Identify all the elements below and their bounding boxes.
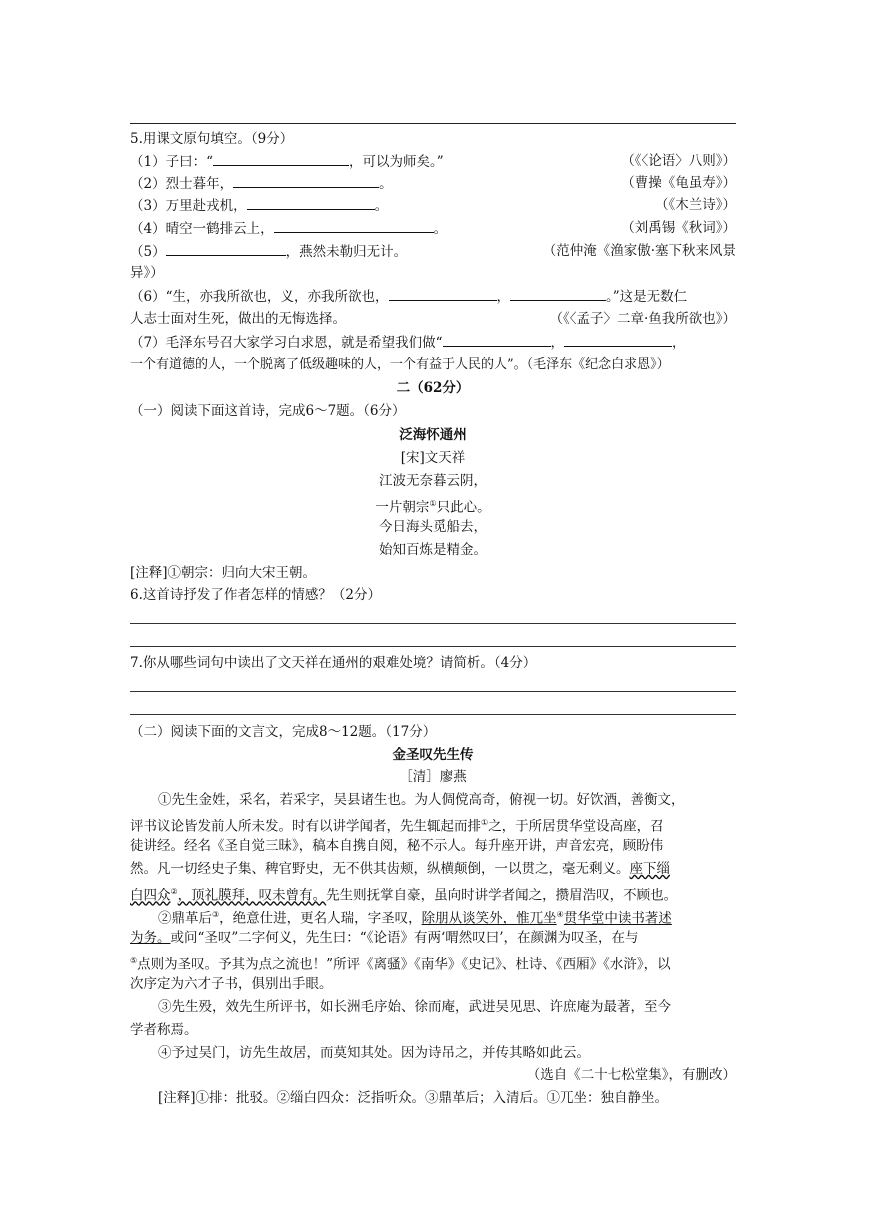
poem-author: [宋]文天祥 xyxy=(400,450,466,466)
q5-src-3: （《木兰诗》） xyxy=(655,197,736,213)
poem-note: [注释]①朝宗：归向大宋王朝。 xyxy=(130,565,317,581)
p3-line-2: 学者称焉。 xyxy=(130,1022,198,1038)
blank-7a[interactable] xyxy=(443,331,551,347)
poem-line-1: 江波无奈暮云阴， xyxy=(379,473,487,489)
poem-line-2: 一片朝宗①只此心。 xyxy=(375,499,491,516)
blank-3[interactable] xyxy=(247,194,375,210)
p1-underlined-a: 座下缁 xyxy=(629,861,670,877)
blank-1[interactable] xyxy=(213,150,349,166)
q7-answer-line-1[interactable] xyxy=(130,691,736,692)
poem-line-4: 始知百炼是精金。 xyxy=(379,542,487,558)
q5-item-6-cont: 人志士面对生死，做出的无悔选择。 （《〈孟子〉二章·鱼我所欲也》） xyxy=(130,308,736,330)
prose-author: ［清］廖燕 xyxy=(399,769,467,785)
q5-item-1: （1）子曰：“ ，可以为师矣。” （《〈论语〉八则》） xyxy=(130,150,736,172)
q5-item-5: （5） ，燕然未勒归无计。 （范仲淹《渔家傲·塞下秋来风景 xyxy=(130,240,736,262)
q5-item-5-cont: 异》） xyxy=(130,265,164,281)
q5-item-4: （4）晴空一鹤排云上， 。 （刘禹锡《秋词》） xyxy=(130,217,736,239)
blank-4[interactable] xyxy=(274,217,434,233)
q5-src-6: （《〈孟子〉二章·鱼我所欲也》） xyxy=(549,311,736,327)
q7-title: 7.你从哪些词句中读出了文天祥在通州的艰难处境？请简析。（4分） xyxy=(130,655,537,671)
q5-title: 5.用课文原句填空。（9分） xyxy=(130,131,294,147)
blank-6b[interactable] xyxy=(510,285,606,301)
p1-line-2: 评书议论皆发前人所未发。时有以讲学闻者，先生辄起而排①之，于所居贯华堂设高座，召 xyxy=(130,818,664,835)
top-rule xyxy=(130,123,736,124)
q5-src-5: （范仲淹《渔家傲·塞下秋来风景 xyxy=(542,243,736,259)
p2-line-1: ②鼎革后③，绝意仕进，更名人瑞，字圣叹，除朋从谈笑外，惟兀坐④贯华堂中读书著述 xyxy=(158,910,672,927)
poem-title: 泛海怀通州 xyxy=(399,427,467,443)
p4-line-1: ④予过吴门，访先生故居，而莫知其处。因为诗吊之，并传其略如此云。 xyxy=(158,1045,590,1061)
q6-answer-line-2[interactable] xyxy=(130,646,736,647)
prose-intro: （二）阅读下面的文言文，完成8～12题。（17分） xyxy=(130,724,437,740)
poem-intro: （一）阅读下面这首诗，完成6～7题。（6分） xyxy=(130,403,406,419)
p3-line-1: ③先生殁，效先生所评书，如长洲毛序始、徐而庵，武进吴见思、许庶庵为最著，至今 xyxy=(158,999,671,1015)
prose-note: [注释]①排：批驳。②缁白四众：泛指听众。③鼎革后；入清后。①兀坐：独自静坐。 xyxy=(158,1090,669,1106)
prose-source: （选自《二十七松堂集》，有删改） xyxy=(526,1067,736,1083)
poem-line-3: 今日海头觅船去， xyxy=(379,519,487,535)
prose-title: 金圣叹先生传 xyxy=(392,747,474,763)
p1-line-5: 白四众②，顶礼膜拜，叹未曾有。先生则抚掌自豪，虽向时讲学者闻之，攒眉浩叹，不顾也。 xyxy=(130,887,678,904)
p2-line-4: 次序定为六才子书，俱别出手眼。 xyxy=(130,976,333,992)
q7-answer-line-2[interactable] xyxy=(130,714,736,715)
blank-7b[interactable] xyxy=(564,331,672,347)
blank-2[interactable] xyxy=(233,172,379,188)
section2-title: 二（62分） xyxy=(396,380,470,396)
q5-src-4: （刘禹锡《秋词》） xyxy=(621,220,736,236)
q5-src-1: （《〈论语〉八则》） xyxy=(621,153,736,169)
blank-6a[interactable] xyxy=(389,285,497,301)
p1-line-3: 徒讲经。经名《圣自觉三昧》，稿本自携自阅，秘不示人。每升座开讲，声音宏亮，顾盼伟 xyxy=(130,838,664,854)
q6-title: 6.这首诗抒发了作者怎样的情感？（2分） xyxy=(130,587,381,603)
blank-5[interactable] xyxy=(166,240,286,256)
p1-line-1: ①先生金姓，采名，若采字，吴县诸生也。为人倜傥高奇，俯视一切。好饮酒，善衡文， xyxy=(158,792,685,808)
p2-line-2: 为务。或问“圣叹”二字何义，先生曰：“《论语》有两‘喟然叹曰’，在颜渊为叹圣，在与 xyxy=(130,930,639,946)
p2-line-3: ⑤点则为圣叹。予其为点之流也！”所评《离骚》《南华》《史记》、杜诗、《西厢》《水浒》，以 xyxy=(130,956,671,973)
q5-item-6: （6）“生，亦我所欲也，义，亦我所欲也， ， 。”这是无数仁 xyxy=(130,285,736,307)
q5-src-2: （曹操《龟虽寿》） xyxy=(621,175,736,191)
q5-item-7-cont: 一个有道德的人，一个脱离了低级趣味的人，一个有益于人民的人”。（毛泽东《纪念白求恩》） xyxy=(130,357,670,372)
p1-line-4: 然。凡一切经史子集、稗官野史，无不供其齿颊，纵横颠倒，一以贯之，毫无剩义。座下缁 xyxy=(130,861,670,877)
q5-item-3: （3）万里赴戎机， 。 （《木兰诗》） xyxy=(130,194,736,216)
q6-answer-line-1[interactable] xyxy=(130,623,736,624)
q5-item-2: （2）烈士暮年， 。 （曹操《龟虽寿》） xyxy=(130,172,736,194)
q5-item-7: （7）毛泽东号召大家学习白求恩，就是希望我们做“ ， ， xyxy=(130,331,736,353)
